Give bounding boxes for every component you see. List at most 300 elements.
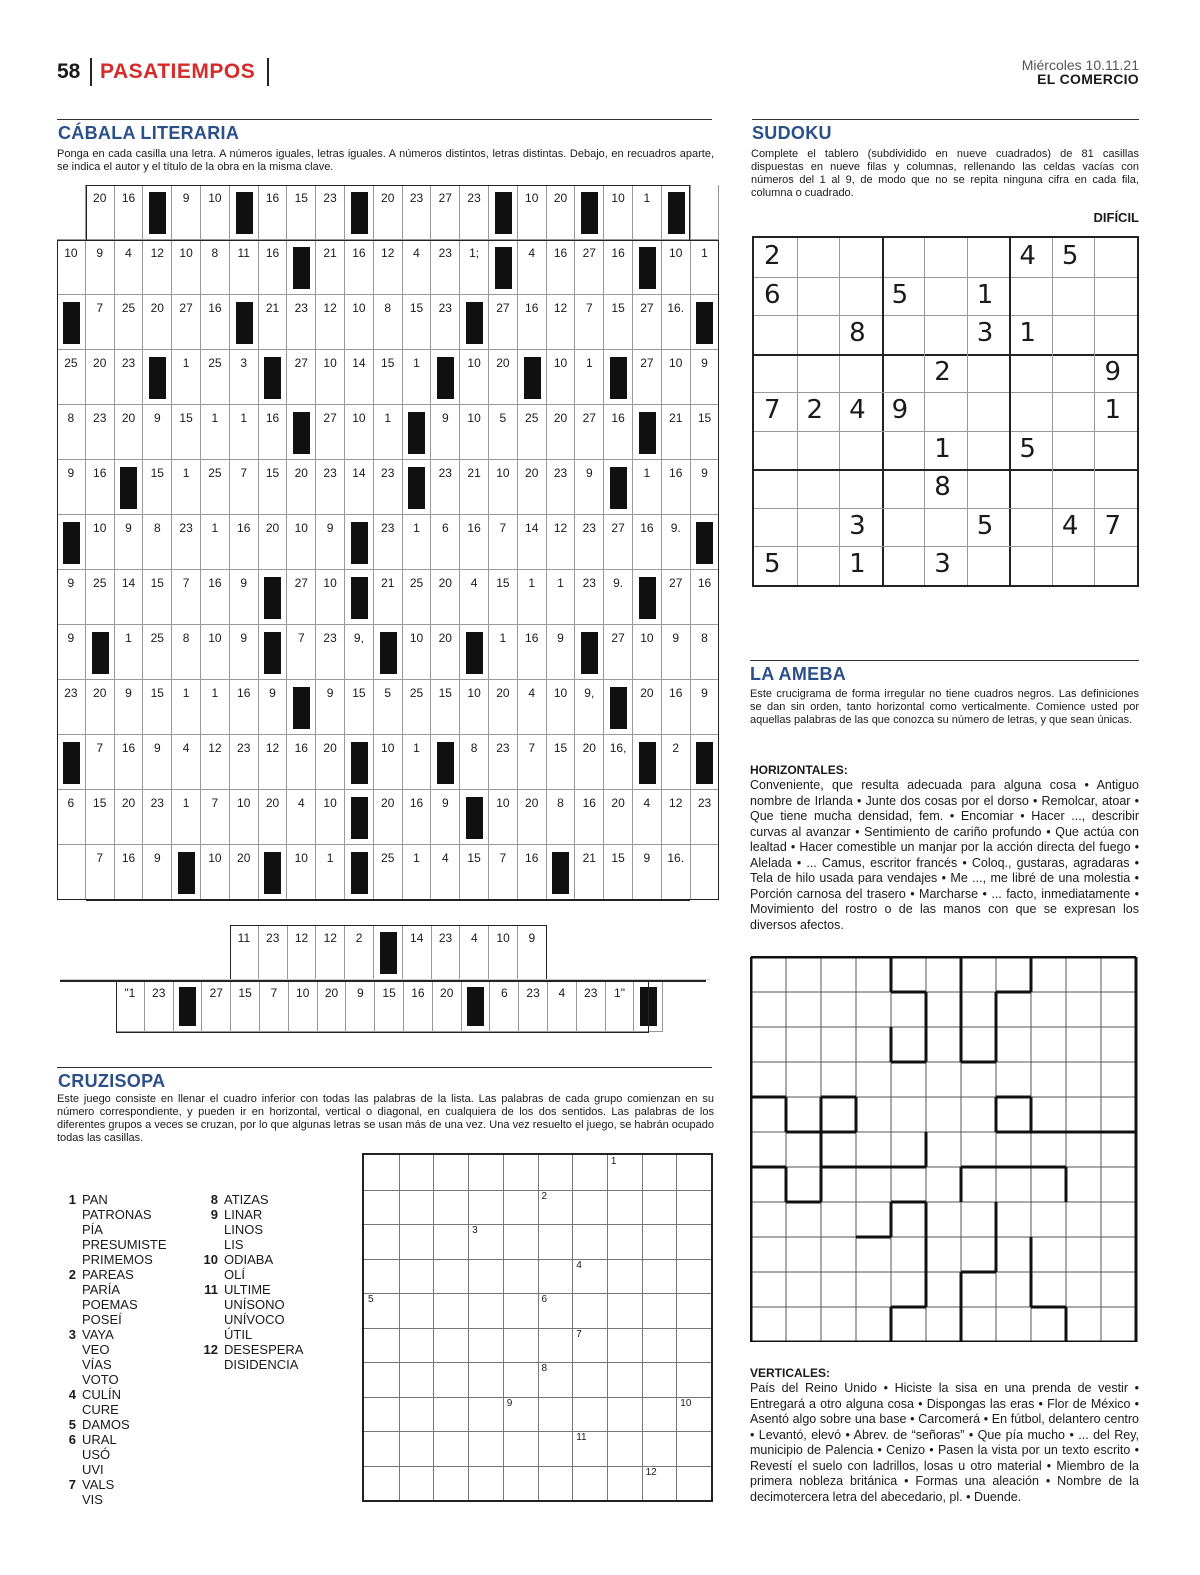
cabala-cell[interactable]: [316, 240, 345, 295]
cabala-cell[interactable]: [662, 185, 691, 240]
cabala-cell[interactable]: [288, 925, 317, 980]
cabala-cell[interactable]: [691, 185, 720, 240]
cabala-cell[interactable]: [518, 735, 547, 790]
cabala-cell[interactable]: [633, 350, 662, 405]
cabala-cell[interactable]: [345, 845, 374, 900]
cabala-cell[interactable]: [57, 240, 86, 295]
sudoku-cell[interactable]: 3: [849, 510, 866, 541]
cabala-cell[interactable]: [318, 980, 347, 1032]
cabala-cell[interactable]: [230, 735, 259, 790]
cabala-cell[interactable]: [115, 295, 144, 350]
cabala-cell[interactable]: [143, 515, 172, 570]
cabala-cell[interactable]: [57, 295, 86, 350]
cabala-cell[interactable]: [289, 980, 318, 1032]
cabala-cell[interactable]: [316, 680, 345, 735]
cabala-cell[interactable]: [489, 735, 518, 790]
cabala-cell[interactable]: [230, 625, 259, 680]
cabala-cell[interactable]: [633, 625, 662, 680]
sudoku-cell[interactable]: 5: [1019, 433, 1036, 464]
cabala-cell[interactable]: [86, 790, 115, 845]
cabala-cell[interactable]: [460, 570, 489, 625]
cabala-cell[interactable]: [259, 680, 288, 735]
cabala-cell[interactable]: [201, 680, 230, 735]
cabala-cell[interactable]: [490, 980, 519, 1032]
cabala-cell[interactable]: [575, 680, 604, 735]
cabala-cell[interactable]: [230, 460, 259, 515]
cabala-cell[interactable]: [201, 295, 230, 350]
cabala-cell[interactable]: [489, 460, 518, 515]
cabala-cell[interactable]: [345, 295, 374, 350]
cabala-cell[interactable]: [691, 240, 720, 295]
cabala-cell[interactable]: [259, 405, 288, 460]
cabala-cell[interactable]: [172, 350, 201, 405]
cabala-cell[interactable]: [143, 295, 172, 350]
cabala-cell[interactable]: [316, 405, 345, 460]
cabala-cell[interactable]: [345, 515, 374, 570]
cabala-cell[interactable]: [115, 350, 144, 405]
cabala-cell[interactable]: [460, 295, 489, 350]
cabala-cell[interactable]: [230, 405, 259, 460]
cabala-cell[interactable]: [691, 625, 720, 680]
cabala-cell[interactable]: [518, 680, 547, 735]
cabala-cell[interactable]: [143, 680, 172, 735]
cabala-cell[interactable]: [691, 350, 720, 405]
cabala-cell[interactable]: [633, 790, 662, 845]
cabala-cell[interactable]: [201, 240, 230, 295]
cabala-cell[interactable]: [662, 405, 691, 460]
cabala-cell[interactable]: [633, 405, 662, 460]
cabala-cell[interactable]: [287, 240, 316, 295]
cabala-cell[interactable]: [547, 240, 576, 295]
cabala-cell[interactable]: [57, 790, 86, 845]
cabala-cell[interactable]: [403, 790, 432, 845]
cabala-cell[interactable]: [287, 625, 316, 680]
cabala-cell[interactable]: [57, 570, 86, 625]
cabala-cell[interactable]: [633, 185, 662, 240]
cabala-cell[interactable]: [201, 350, 230, 405]
cabala-cell[interactable]: [115, 405, 144, 460]
cabala-cell[interactable]: [230, 295, 259, 350]
cabala-cell[interactable]: [518, 350, 547, 405]
cabala-cell[interactable]: [404, 980, 433, 1032]
cabala-cell[interactable]: [431, 350, 460, 405]
cabala-cell[interactable]: [604, 845, 633, 900]
cabala-cell[interactable]: [57, 845, 86, 900]
cabala-cell[interactable]: [518, 405, 547, 460]
cabala-cell[interactable]: [57, 350, 86, 405]
cabala-cell[interactable]: [431, 295, 460, 350]
cabala-cell[interactable]: [172, 680, 201, 735]
cabala-cell[interactable]: [172, 625, 201, 680]
cabala-cell[interactable]: [201, 570, 230, 625]
cabala-cell[interactable]: [547, 790, 576, 845]
cabala-cell[interactable]: [345, 925, 374, 980]
cabala-cell[interactable]: [259, 185, 288, 240]
cabala-cell[interactable]: [316, 185, 345, 240]
cabala-cell[interactable]: [374, 405, 403, 460]
cabala-cell[interactable]: [403, 185, 432, 240]
cabala-cell[interactable]: [547, 295, 576, 350]
cabala-cell[interactable]: [548, 980, 577, 1032]
cabala-cell[interactable]: [403, 845, 432, 900]
cabala-cell[interactable]: [143, 845, 172, 900]
cabala-cell[interactable]: [172, 295, 201, 350]
cabala-cell[interactable]: [518, 185, 547, 240]
cabala-cell[interactable]: [260, 980, 289, 1032]
cabala-cell[interactable]: [143, 625, 172, 680]
cabala-cell[interactable]: [86, 405, 115, 460]
cabala-cell[interactable]: [287, 295, 316, 350]
sudoku-cell[interactable]: 2: [764, 241, 781, 271]
cabala-cell[interactable]: [403, 350, 432, 405]
cabala-cell[interactable]: [259, 350, 288, 405]
cabala-cell[interactable]: [604, 735, 633, 790]
cabala-cell[interactable]: [633, 570, 662, 625]
cabala-cell[interactable]: [662, 240, 691, 295]
cabala-cell[interactable]: [662, 735, 691, 790]
cabala-cell[interactable]: [691, 845, 720, 900]
cabala-cell[interactable]: [287, 570, 316, 625]
cabala-cell[interactable]: [662, 790, 691, 845]
cabala-cell[interactable]: [287, 790, 316, 845]
cabala-cell[interactable]: [460, 790, 489, 845]
cabala-cell[interactable]: [143, 790, 172, 845]
cabala-cell[interactable]: [462, 980, 491, 1032]
cabala-cell[interactable]: [691, 515, 720, 570]
cabala-cell[interactable]: [287, 680, 316, 735]
cabala-cell[interactable]: [433, 980, 462, 1032]
cabala-cell[interactable]: [316, 735, 345, 790]
sudoku-cell[interactable]: 5: [976, 510, 994, 541]
cabala-cell[interactable]: [345, 405, 374, 460]
cabala-cell[interactable]: [489, 240, 518, 295]
cabala-cell[interactable]: [662, 625, 691, 680]
sudoku-cell[interactable]: 8: [849, 318, 866, 349]
cabala-cell[interactable]: [403, 680, 432, 735]
cabala-cell[interactable]: [345, 680, 374, 735]
cabala-cell[interactable]: [57, 515, 86, 570]
cabala-cell[interactable]: [115, 240, 144, 295]
sudoku-cell[interactable]: 1: [849, 549, 866, 580]
cabala-cell[interactable]: [662, 295, 691, 350]
cabala-cell[interactable]: [345, 350, 374, 405]
cabala-cell[interactable]: [489, 790, 518, 845]
cabala-cell[interactable]: [143, 570, 172, 625]
cabala-cell[interactable]: [316, 790, 345, 845]
cabala-cell[interactable]: [143, 185, 172, 240]
cabala-cell[interactable]: [115, 735, 144, 790]
cabala-cell[interactable]: [115, 790, 144, 845]
cabala-cell[interactable]: [547, 350, 576, 405]
cabala-cell[interactable]: [145, 980, 174, 1032]
cabala-cell[interactable]: [86, 240, 115, 295]
cabala-cell[interactable]: [489, 625, 518, 680]
cabala-cell[interactable]: [518, 625, 547, 680]
cabala-cell[interactable]: [547, 405, 576, 460]
cabala-cell[interactable]: [230, 240, 259, 295]
cabala-cell[interactable]: [518, 570, 547, 625]
cabala-cell[interactable]: [691, 790, 720, 845]
cabala-cell[interactable]: [172, 790, 201, 845]
cabala-cell[interactable]: [431, 515, 460, 570]
cabala-cell[interactable]: [201, 185, 230, 240]
cabala-cell[interactable]: [316, 295, 345, 350]
cabala-cell[interactable]: [489, 350, 518, 405]
cabala-cell[interactable]: [518, 240, 547, 295]
cabala-cell[interactable]: [172, 240, 201, 295]
cabala-cell[interactable]: [259, 625, 288, 680]
cabala-cell[interactable]: [374, 240, 403, 295]
cabala-cell[interactable]: [547, 515, 576, 570]
cabala-cell[interactable]: [374, 185, 403, 240]
cabala-cell[interactable]: [259, 845, 288, 900]
cabala-cell[interactable]: [691, 570, 720, 625]
cabala-cell[interactable]: [287, 735, 316, 790]
cabala-cell[interactable]: [662, 460, 691, 515]
cabala-cell[interactable]: [287, 350, 316, 405]
cabala-cell[interactable]: [86, 845, 115, 900]
cabala-cell[interactable]: [489, 845, 518, 900]
cabala-cell[interactable]: [316, 625, 345, 680]
sudoku-cell[interactable]: 1: [976, 279, 994, 310]
cabala-cell[interactable]: [115, 185, 144, 240]
cabala-cell[interactable]: [259, 460, 288, 515]
cabala-cell[interactable]: [374, 295, 403, 350]
cabala-cell[interactable]: [691, 735, 720, 790]
cabala-cell[interactable]: [662, 845, 691, 900]
cabala-cell[interactable]: [316, 515, 345, 570]
sudoku-cell[interactable]: 1: [1019, 318, 1036, 349]
cabala-cell[interactable]: [172, 570, 201, 625]
sudoku-cell[interactable]: 5: [891, 279, 909, 310]
sudoku-cell[interactable]: 7: [1104, 510, 1121, 541]
cabala-cell[interactable]: [201, 460, 230, 515]
sudoku-cell[interactable]: 3: [976, 318, 994, 349]
cabala-cell[interactable]: [174, 980, 203, 1032]
cabala-cell[interactable]: [115, 625, 144, 680]
cabala-cell[interactable]: [86, 570, 115, 625]
cabala-cell[interactable]: [259, 925, 288, 980]
cabala-cell[interactable]: [259, 735, 288, 790]
cabala-cell[interactable]: [86, 735, 115, 790]
cabala-cell[interactable]: [230, 350, 259, 405]
cabala-cell[interactable]: [604, 405, 633, 460]
cabala-cell[interactable]: [231, 980, 260, 1032]
cabala-cell[interactable]: [489, 295, 518, 350]
cabala-cell[interactable]: [460, 680, 489, 735]
cabala-cell[interactable]: [460, 240, 489, 295]
cabala-cell[interactable]: [374, 350, 403, 405]
cabala-cell[interactable]: [143, 405, 172, 460]
cabala-cell[interactable]: [431, 790, 460, 845]
cabala-cell[interactable]: [691, 405, 720, 460]
cabala-cell[interactable]: [604, 295, 633, 350]
cabala-cell[interactable]: [57, 625, 86, 680]
sudoku-cell[interactable]: 7: [764, 395, 781, 426]
cabala-cell[interactable]: [403, 570, 432, 625]
cabala-cell[interactable]: [143, 460, 172, 515]
cabala-cell[interactable]: [431, 845, 460, 900]
cabala-cell[interactable]: [230, 845, 259, 900]
cabala-cell[interactable]: [57, 680, 86, 735]
cabala-cell[interactable]: [547, 735, 576, 790]
cabala-cell[interactable]: [575, 735, 604, 790]
cabala-cell[interactable]: [403, 735, 432, 790]
cabala-cell[interactable]: [287, 845, 316, 900]
cabala-cell[interactable]: [345, 185, 374, 240]
cabala-cell[interactable]: [143, 735, 172, 790]
cabala-cell[interactable]: [345, 790, 374, 845]
cabala-cell[interactable]: [691, 295, 720, 350]
cabala-cell[interactable]: [172, 735, 201, 790]
cabala-cell[interactable]: [346, 980, 375, 1032]
cabala-cell[interactable]: [633, 295, 662, 350]
cabala-cell[interactable]: [201, 515, 230, 570]
cabala-cell[interactable]: [86, 515, 115, 570]
cabala-cell[interactable]: [403, 625, 432, 680]
cabala-cell[interactable]: [202, 980, 231, 1032]
cabala-cell[interactable]: [143, 350, 172, 405]
cabala-cell[interactable]: [287, 405, 316, 460]
cabala-cell[interactable]: [604, 570, 633, 625]
cabala-cell[interactable]: [230, 790, 259, 845]
sudoku-cell[interactable]: 1: [934, 433, 951, 464]
cabala-cell[interactable]: [230, 185, 259, 240]
cabala-cell[interactable]: [201, 735, 230, 790]
cabala-cell[interactable]: [575, 350, 604, 405]
cabala-cell[interactable]: [172, 405, 201, 460]
cabala-cell[interactable]: [575, 460, 604, 515]
cabala-cell[interactable]: [57, 735, 86, 790]
cabala-cell[interactable]: [604, 185, 633, 240]
cabala-cell[interactable]: [604, 625, 633, 680]
cabala-cell[interactable]: [403, 925, 432, 980]
cabala-cell[interactable]: [575, 405, 604, 460]
cabala-cell[interactable]: [460, 350, 489, 405]
cabala-cell[interactable]: [374, 845, 403, 900]
cabala-cell[interactable]: [489, 515, 518, 570]
cabala-cell[interactable]: [575, 240, 604, 295]
cabala-cell[interactable]: [518, 295, 547, 350]
cabala-cell[interactable]: [403, 405, 432, 460]
cabala-cell[interactable]: [374, 515, 403, 570]
sudoku-cell[interactable]: 6: [764, 279, 781, 310]
cabala-cell[interactable]: [259, 570, 288, 625]
cabala-cell[interactable]: [230, 570, 259, 625]
cabala-cell[interactable]: [577, 980, 606, 1032]
cabala-cell[interactable]: [489, 405, 518, 460]
cabala-cell[interactable]: [662, 680, 691, 735]
cabala-cell[interactable]: [489, 570, 518, 625]
cabala-cell[interactable]: [460, 515, 489, 570]
cabala-cell[interactable]: [115, 680, 144, 735]
cabala-cell[interactable]: [259, 790, 288, 845]
cabala-cell[interactable]: [345, 625, 374, 680]
cabala-cell[interactable]: [259, 240, 288, 295]
cabala-cell[interactable]: [604, 790, 633, 845]
cabala-cell[interactable]: [259, 515, 288, 570]
cabala-cell[interactable]: [230, 925, 259, 980]
cabala-cell[interactable]: [633, 735, 662, 790]
cabala-cell[interactable]: [575, 845, 604, 900]
cabala-cell[interactable]: [604, 350, 633, 405]
cabala-cell[interactable]: [57, 405, 86, 460]
cabala-cell[interactable]: [518, 790, 547, 845]
cabala-cell[interactable]: [518, 845, 547, 900]
cabala-cell[interactable]: [519, 980, 548, 1032]
cabala-cell[interactable]: [345, 460, 374, 515]
cabala-cell[interactable]: [201, 405, 230, 460]
cabala-cell[interactable]: [575, 570, 604, 625]
cabala-cell[interactable]: [547, 625, 576, 680]
cabala-cell[interactable]: [316, 845, 345, 900]
cabala-cell[interactable]: [374, 460, 403, 515]
cabala-cell[interactable]: [634, 980, 663, 1032]
cabala-cell[interactable]: [115, 845, 144, 900]
cabala-cell[interactable]: [86, 625, 115, 680]
cabala-cell[interactable]: [403, 240, 432, 295]
cabala-cell[interactable]: [374, 570, 403, 625]
cabala-cell[interactable]: [345, 240, 374, 295]
cabala-cell[interactable]: [460, 735, 489, 790]
cabala-cell[interactable]: [460, 845, 489, 900]
cabala-cell[interactable]: [575, 515, 604, 570]
cabala-cell[interactable]: [172, 460, 201, 515]
cabala-cell[interactable]: [201, 790, 230, 845]
sudoku-cell[interactable]: 4: [849, 395, 866, 426]
cabala-cell[interactable]: [431, 185, 460, 240]
cabala-cell[interactable]: [518, 925, 547, 980]
cabala-cell[interactable]: [460, 405, 489, 460]
cabala-cell[interactable]: [606, 980, 635, 1032]
cabala-cell[interactable]: [431, 460, 460, 515]
cabala-cell[interactable]: [633, 240, 662, 295]
cabala-cell[interactable]: [172, 515, 201, 570]
cabala-cell[interactable]: [374, 790, 403, 845]
cabala-cell[interactable]: [316, 570, 345, 625]
cabala-cell[interactable]: [691, 680, 720, 735]
cabala-cell[interactable]: [230, 680, 259, 735]
cabala-cell[interactable]: [86, 185, 115, 240]
cabala-cell[interactable]: [489, 680, 518, 735]
cabala-cell[interactable]: [287, 515, 316, 570]
cabala-cell[interactable]: [143, 240, 172, 295]
cabala-cell[interactable]: [633, 680, 662, 735]
cabala-cell[interactable]: [374, 680, 403, 735]
cabala-cell[interactable]: [431, 680, 460, 735]
sudoku-cell[interactable]: 4: [1019, 241, 1036, 271]
cabala-cell[interactable]: [460, 185, 489, 240]
cabala-cell[interactable]: [662, 515, 691, 570]
cabala-cell[interactable]: [518, 515, 547, 570]
cabala-cell[interactable]: [374, 925, 403, 980]
cabala-cell[interactable]: [86, 680, 115, 735]
sudoku-cell[interactable]: 3: [934, 549, 951, 580]
cabala-cell[interactable]: [432, 925, 461, 980]
cabala-cell[interactable]: [57, 185, 86, 240]
cabala-cell[interactable]: [345, 570, 374, 625]
sudoku-cell[interactable]: 9: [891, 395, 909, 426]
cabala-cell[interactable]: [431, 240, 460, 295]
cabala-cell[interactable]: [604, 240, 633, 295]
cabala-cell[interactable]: [115, 460, 144, 515]
cabala-cell[interactable]: [116, 980, 145, 1032]
cabala-cell[interactable]: [518, 460, 547, 515]
cabala-cell[interactable]: [115, 570, 144, 625]
cabala-cell[interactable]: [547, 460, 576, 515]
cabala-cell[interactable]: [230, 515, 259, 570]
cabala-cell[interactable]: [374, 735, 403, 790]
